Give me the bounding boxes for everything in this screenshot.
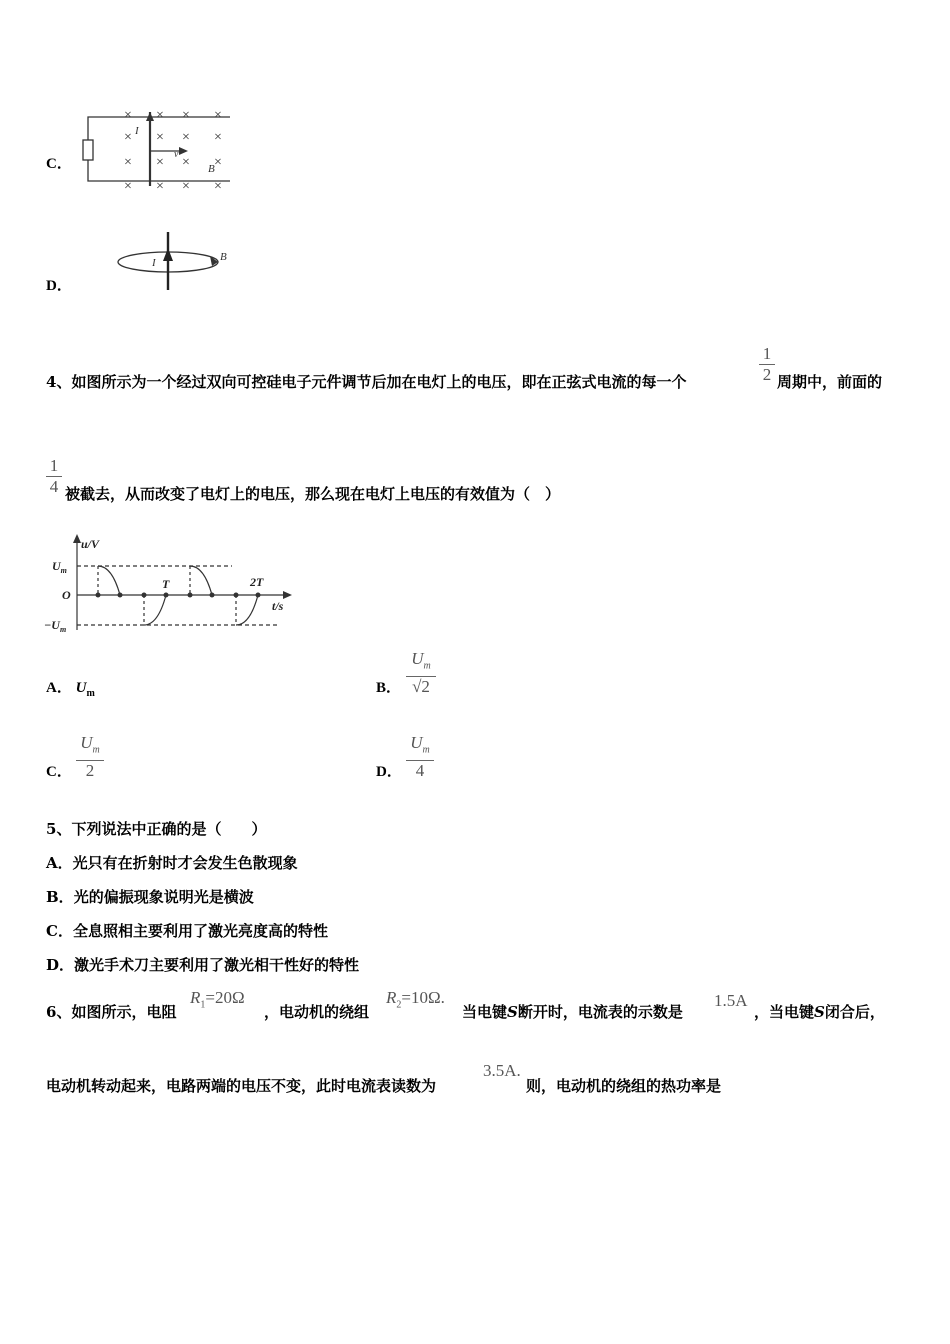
switch-symbol: S xyxy=(814,1003,825,1021)
svg-text:×: × xyxy=(182,108,190,123)
q4-option-a[interactable] xyxy=(46,676,95,699)
r2-formula xyxy=(386,988,445,1010)
svg-text:×: × xyxy=(182,179,190,194)
figure-option-d xyxy=(110,228,240,294)
q5-option-b[interactable] xyxy=(46,886,254,907)
current-value-1: 1.5A xyxy=(714,991,748,1010)
svg-text:×: × xyxy=(214,179,222,194)
waveform-segment xyxy=(98,566,120,595)
text-segment: 当电键 xyxy=(462,1003,508,1021)
question-6-mid3 xyxy=(754,1001,885,1022)
fraction-numerator: U xyxy=(410,733,423,752)
q4-option-b-fraction xyxy=(406,650,436,696)
text-segment: ，当电键 xyxy=(754,1003,815,1021)
q5-option-d[interactable] xyxy=(46,954,359,975)
question-6-mid1: ，电动机的绕组 xyxy=(264,1003,370,1021)
voltage-time-graph xyxy=(40,532,300,634)
text-segment: 闭合后， xyxy=(824,1003,885,1021)
r1-formula xyxy=(190,988,245,1010)
option-label: A． xyxy=(46,680,72,696)
fig-current-label: I xyxy=(135,125,139,137)
svg-text:×: × xyxy=(182,130,190,145)
question-5-text xyxy=(46,818,266,839)
question-text: 、如图所示，电阻 xyxy=(56,1003,177,1021)
svg-text:×: × xyxy=(214,155,222,170)
option-text: 光的偏振现象说明光是横波 xyxy=(73,888,254,906)
velocity-arrowhead-icon xyxy=(179,147,188,155)
y-axis-label: u/V xyxy=(81,537,100,551)
fig-field-label: B xyxy=(208,163,215,175)
fig-velocity-label: v xyxy=(174,149,179,160)
fraction-numerator-subscript: m xyxy=(422,744,430,756)
fraction-denominator: 2 xyxy=(85,761,95,781)
period-label: T xyxy=(162,577,170,591)
fraction-numerator-subscript: m xyxy=(423,660,431,672)
fraction-denominator: 4 xyxy=(415,761,425,781)
fraction-denominator: 4 xyxy=(49,477,59,496)
option-text: 全息照相主要利用了激光亮度高的特性 xyxy=(72,922,328,940)
fraction-numerator-subscript: m xyxy=(92,744,100,756)
option-value: U xyxy=(75,680,87,696)
question-6-mid2 xyxy=(462,1001,683,1022)
option-text: 光只有在折射时才会发生色散现象 xyxy=(72,854,298,872)
q4-option-c-fraction xyxy=(76,734,104,780)
fig-current-label: I xyxy=(152,257,156,269)
r2-subscript: 2 xyxy=(396,999,402,1011)
option-d-label: D． xyxy=(46,278,72,294)
option-label: C． xyxy=(46,922,73,940)
waveform-segment xyxy=(190,566,212,595)
current-arrow-icon xyxy=(163,248,173,261)
fraction-half xyxy=(759,345,775,384)
q5-option-c[interactable] xyxy=(46,920,328,941)
um-label: $U_m$ xyxy=(52,559,67,575)
question-6-line2-end: 则，电动机的绕组的热功率是 xyxy=(526,1077,722,1095)
svg-text:×: × xyxy=(214,108,222,123)
current-value-2: 3.5A. xyxy=(483,1061,521,1080)
q4-option-c-label[interactable]: C． xyxy=(46,764,72,780)
q4-option-b-label[interactable]: B． xyxy=(376,680,402,696)
x-axis-arrow-icon xyxy=(283,591,292,599)
q5-option-a[interactable] xyxy=(46,852,298,873)
question-text: 、如图所示为一个经过双向可控硅电子元件调节后加在电灯上的电压，即在正弦式电流的每一个 xyxy=(56,373,687,391)
waveform-segment xyxy=(144,595,166,625)
question-4-line1 xyxy=(46,371,686,392)
svg-text:×: × xyxy=(124,130,132,145)
option-value-subscript: m xyxy=(86,688,95,699)
fraction-numerator: U xyxy=(411,649,424,668)
neg-um-label: $-U_m$ xyxy=(44,618,67,634)
question-number: 4 xyxy=(46,373,57,391)
question-text: 、下列说法中正确的是（ ） xyxy=(56,820,267,838)
fraction-numerator: 1 xyxy=(49,456,59,475)
svg-text:×: × xyxy=(156,155,164,170)
fraction-denominator: 2 xyxy=(762,365,772,384)
question-6-line2: 电动机转动起来，电路两端的电压不变，此时电流表读数为 xyxy=(46,1077,437,1095)
svg-text:×: × xyxy=(182,155,190,170)
option-label: D． xyxy=(46,956,75,974)
double-period-label: 2T xyxy=(250,575,264,589)
q4-option-d-fraction xyxy=(406,734,434,780)
svg-text:×: × xyxy=(156,130,164,145)
r1-value: =20Ω xyxy=(205,988,245,1007)
fraction-denominator: √2 xyxy=(412,677,430,697)
fig-field-label: B xyxy=(220,251,227,263)
svg-text:×: × xyxy=(124,108,132,123)
q4-option-d-label[interactable]: D． xyxy=(376,764,402,780)
r1-subscript: 1 xyxy=(200,999,206,1011)
origin-label: O xyxy=(62,588,71,602)
option-label: B． xyxy=(46,888,74,906)
x-axis-label: t/s xyxy=(272,599,284,613)
question-number: 6 xyxy=(46,1003,57,1021)
r2-symbol: R xyxy=(386,988,397,1007)
r1-symbol: R xyxy=(190,988,201,1007)
resistor xyxy=(83,140,93,160)
waveform-segment xyxy=(236,595,258,625)
option-text: 激光手术刀主要利用了激光相干性好的特性 xyxy=(74,956,360,974)
question-number: 5 xyxy=(46,820,57,838)
y-axis-arrow-icon xyxy=(73,534,81,543)
option-c-label: C． xyxy=(46,156,72,172)
option-label: A． xyxy=(46,854,73,872)
r2-value: =10Ω. xyxy=(401,988,445,1007)
question-4-line2: 被截去，从而改变了电灯上的电压，那么现在电灯上电压的有效值为（ ） xyxy=(65,485,561,503)
svg-text:×: × xyxy=(124,155,132,170)
switch-symbol: S xyxy=(507,1003,518,1021)
fraction-numerator: U xyxy=(80,733,93,752)
svg-text:×: × xyxy=(214,130,222,145)
fraction-numerator: 1 xyxy=(762,344,772,363)
svg-text:×: × xyxy=(156,179,164,194)
figure-option-c xyxy=(78,104,238,196)
svg-text:×: × xyxy=(124,179,132,194)
fraction-quarter xyxy=(46,457,62,496)
text-segment: 断开时，电流表的示数是 xyxy=(517,1003,683,1021)
question-4-line1-end: 周期中，前面的 xyxy=(777,373,883,391)
question-6-start xyxy=(46,1001,176,1022)
svg-text:×: × xyxy=(156,108,164,123)
